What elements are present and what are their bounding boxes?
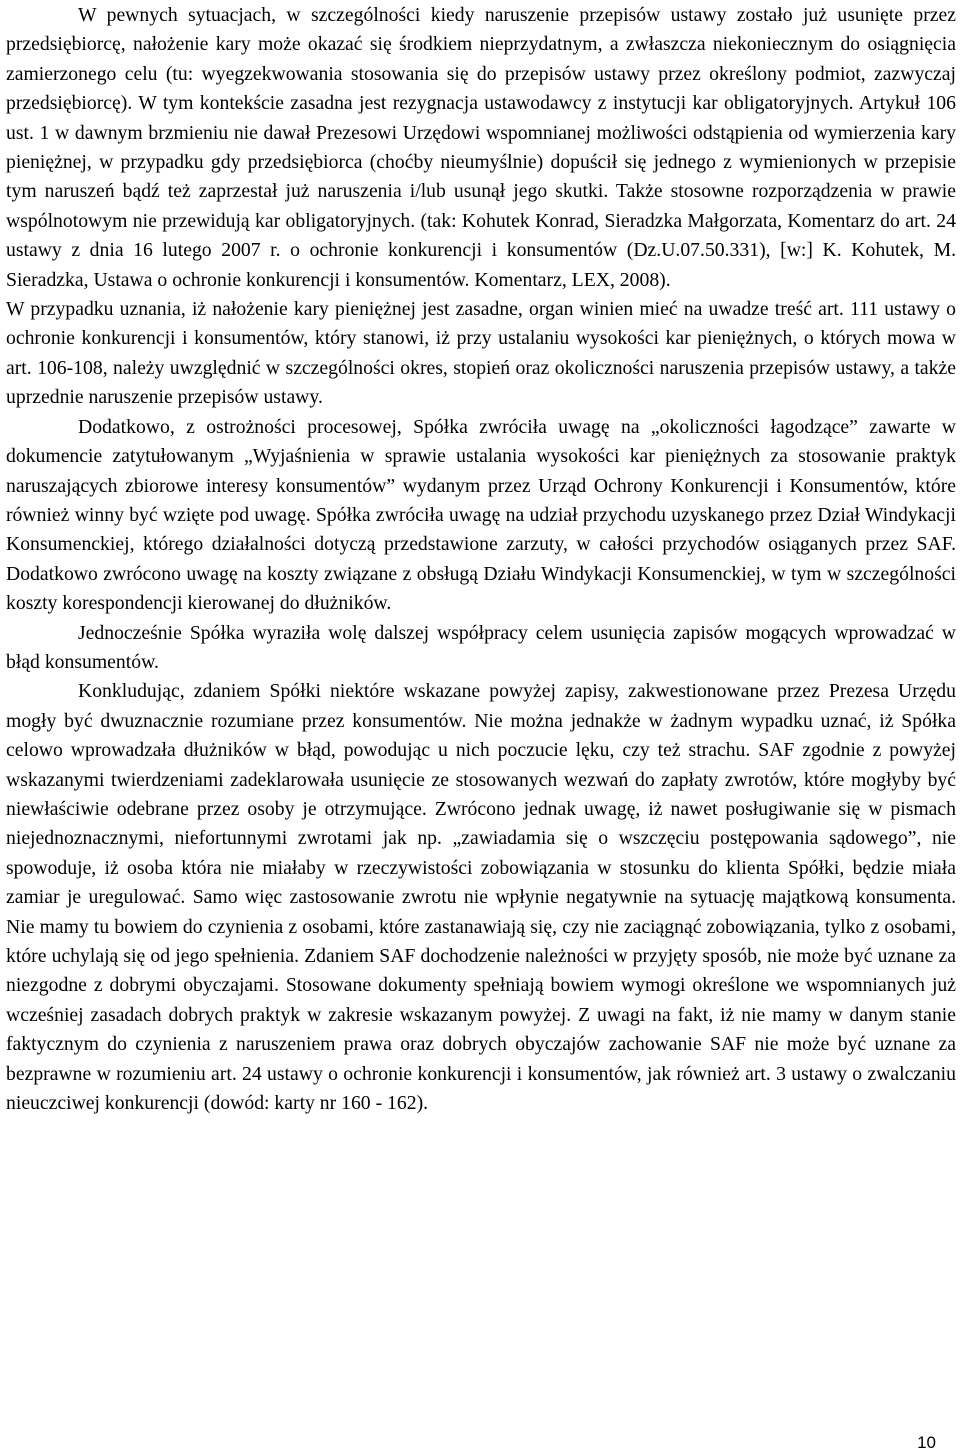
paragraph-penalty-criteria: W przypadku uznania, iż nałożenie kary pieniężnej jest zasadne, organ winien mieć na uwadze treść art. 111 ustawy o ochronie konkurencji i konsumentów, który stanowi, iż przy ustalaniu wysokości kar pieniężnych, o których mowa w art. 106-108, należy uwzględnić w szczególności okres, stopień oraz okoliczności naruszenia przepisów ustawy, a także uprzednie naruszenie przepisów ustawy. [6, 298, 956, 409]
paragraph-conclusion: Konkludując, zdaniem Spółki niektóre wskazane powyżej zapisy, zakwestionowane przez Prezesa Urzędu mogły być dwuznacznie rozumiane przez konsumentów. Nie można jednakże w żadnym wypadku uznać, iż Spółka celowo wprowadzała dłużników w błąd, powodując u nich poczucie lęku, czy też strachu. SAF zgodnie z powyżej wskazanymi twierdzeniami zadeklarowała usunięcie ze stosowanych wezwań do zapłaty zwrotów, które mogłyby być niewłaściwie odebrane przez osoby je otrzymujące. Zwrócono jednak uwagę, iż nawet posługiwanie się w pismach niejednoznacznymi, niefortunnymi zwrotami jak np. „zawiadamia się o wszczęciu postępowania sądowego”, nie spowoduje, iż osoba która nie miałaby w rzeczywistości zobowiązania w stosunku do klienta Spółki, będzie miała zamiar je uregulować. Samo więc zastosowanie zwrotu nie wpłynie negatywnie na sytuację majątkową konsumenta. Nie mamy tu bowiem do czynienia z osobami, które zastanawiają się, czy nie zaciągnąć zobowiązania, tylko z osobami, które uchylają się od jego spełnienia. Zdaniem SAF dochodzenie należności w przyjęty sposób, nie może być uznane za niezgodne z dobrymi obyczajami. Stosowane dokumenty spełniają bowiem wymogi określone we wspomnianych już wcześniej zasadach dobrych praktyk w zakresie wskazanym powyżej. Z uwagi na fakt, iż nie mamy w danym stanie faktycznym do czynienia z naruszeniem prawa oraz dobrych obyczajów zachowanie SAF nie może być uznane za bezprawne w rozumieniu art. 24 ustawy o ochronie konkurencji i konsumentów, jak również art. 3 ustawy o zwalczaniu nieuczciwej konkurencji (dowód: karty nr 160 - 162). [6, 680, 956, 1115]
paragraph-cooperation: Jednocześnie Spółka wyraziła wolę dalszej współpracy celem usunięcia zapisów mogących wprowadzać w błąd konsumentów. [6, 621, 956, 673]
paragraph-sanction-context: W pewnych sytuacjach, w szczególności kiedy naruszenie przepisów ustawy zostało już usunięte przez przedsiębiorcę, nałożenie kary może okazać się środkiem nieprzydatnym, a zwłaszcza niekoniecznym do osiągnięcia zamierzonego celu (tu: wyegzekwowania stosowania się do przepisów ustawy przez określony podmiot, zazwyczaj przedsiębiorcę). W tym kontekście zasadna jest rezygnacja ustawodawcy z instytucji kar obligatoryjnych. Artykuł 106 ust. 1 w dawnym brzmieniu nie dawał Prezesowi Urzędowi wspomnianej możliwości odstąpienia od wymierzenia kary pieniężnej, w przypadku gdy przedsiębiorca (choćby nieumyślnie) dopuścił się jednego z wymienionych w przepisie tym naruszeń bądź też zaprzestał już naruszenia i/lub usunął jego skutki. Także stosowne rozporządzenia w prawie wspólnotowym nie przewidują kar obligatoryjnych. (tak: Kohutek Konrad, Sieradzka Małgorzata, Komentarz do art. 24 ustawy z dnia 16 lutego 2007 r. o ochronie konkurencji i konsumentów (Dz.U.07.50.331), [w:] K. Kohutek, M. Sieradzka, Ustawa o ochronie konkurencji i konsumentów. Komentarz, LEX, 2008). [6, 4, 956, 291]
page-number: 10 [917, 1433, 936, 1452]
paragraph-mitigating-circumstances: Dodatkowo, z ostrożności procesowej, Spółka zwróciła uwagę na „okoliczności łagodzące” zawarte w dokumencie zatytułowanym „Wyjaśnienia w sprawie ustalania wysokości kar pieniężnych za stosowanie praktyk naruszających zbiorowe interesy konsumentów” wydanym przez Urząd Ochrony Konkurencji i Konsumentów, które również winny być wzięte pod uwagę. Spółka zwróciła uwagę na udział przychodu uzyskanego przez Dział Windykacji Konsumenckiej, którego działalności dotyczą przedstawione zarzuty, w całości przychodów osiąganych przez SAF. Dodatkowo zwrócono uwagę na koszty związane z obsługą Działu Windykacji Konsumenckiej, w tym w szczególności koszty korespondencji kierowanej do dłużników. [6, 415, 956, 615]
document-page [6, 0, 956, 1118]
